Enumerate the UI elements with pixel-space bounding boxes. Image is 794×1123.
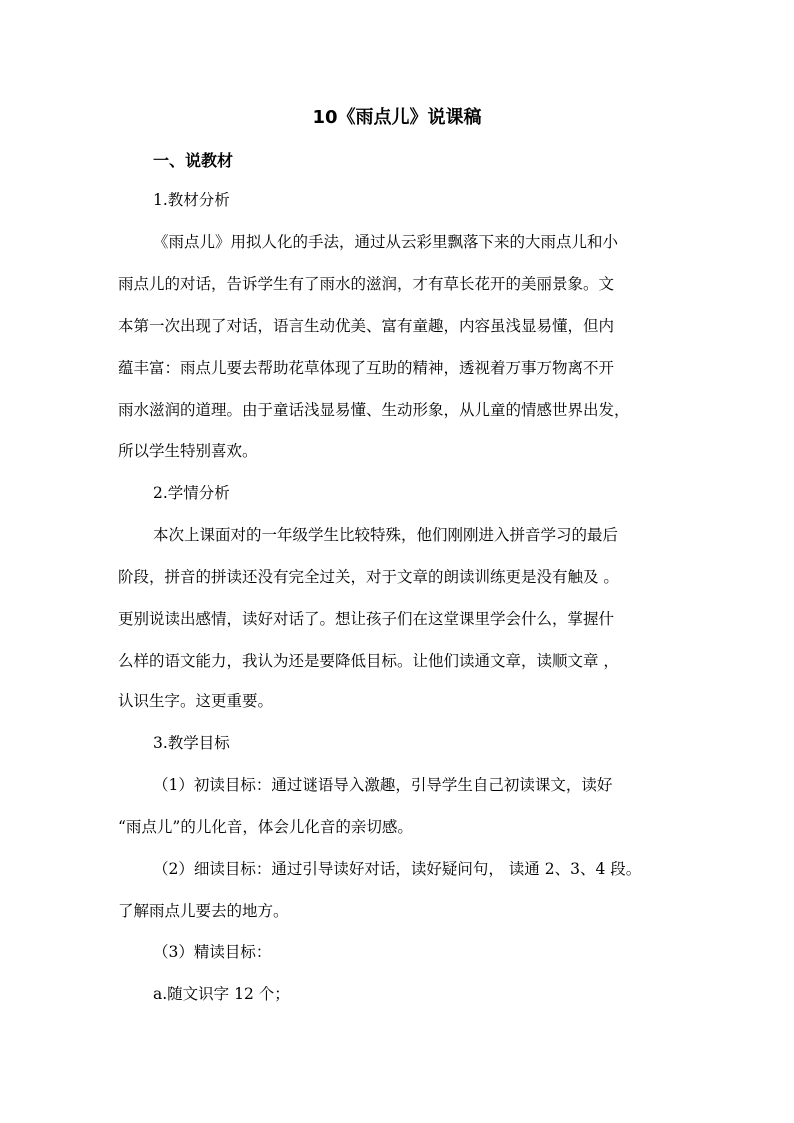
goal-line: （3）精读目标： xyxy=(153,943,272,961)
subheading-teaching-goals: 3.教学目标 xyxy=(153,734,230,752)
paragraph-line: 雨点儿的对话，告诉学生有了雨水的滋润，才有草长花开的美丽景象。文 xyxy=(118,275,615,293)
paragraph-line: 本第一次出现了对话，语言生动优美、富有童趣，内容虽浅显易懂，但内 xyxy=(118,317,615,335)
paragraph-line: 本次上课面对的一年级学生比较特殊，他们刚刚进入拼音学习的最后 xyxy=(153,526,619,544)
paragraph-line: 么样的语文能力，我认为还是要降低目标。让他们读通文章，读顺文章 ， xyxy=(118,652,619,670)
goal-line: （2）细读目标：通过引导读好对话，读好疑问句， 读通 2、3、4 段。 xyxy=(153,860,642,878)
goal-line: a.随文识字 12 个； xyxy=(153,985,290,1003)
paragraph-line: 雨水滋润的道理。由于童话浅显易懂、生动形象，从儿童的情感世界出发， xyxy=(118,401,630,419)
goal-line: 了解雨点儿要去的地方。 xyxy=(118,902,289,920)
goal-line: （1）初读目标：通过谜语导入激趣，引导学生自己初读课文，读好 xyxy=(153,776,613,794)
paragraph-line: 认识生字。这更重要。 xyxy=(118,692,274,710)
paragraph-line: 阶段，拼音的拼读还没有完全过关，对于文章的朗读训练更是没有触及 。 xyxy=(118,568,619,586)
document-title: 10《雨点儿》说课稿 xyxy=(312,107,482,128)
subheading-material-analysis: 1.教材分析 xyxy=(153,191,230,209)
paragraph-line: 更别说读出感情，读好对话了。想让孩子们在这堂课里学会什么，掌握什 xyxy=(118,610,615,628)
paragraph-line: 所以学生特别喜欢。 xyxy=(118,442,258,460)
paragraph-line: 蕴丰富：雨点儿要去帮助花草体现了互助的精神，透视着万事万物离不开 xyxy=(118,359,615,377)
paragraph-line: 《雨点儿》用拟人化的手法，通过从云彩里飘落下来的大雨点儿和小 xyxy=(153,233,619,251)
subheading-student-analysis: 2.学情分析 xyxy=(153,484,230,502)
section-heading-teaching-material: 一、说教材 xyxy=(153,151,234,170)
goal-line: “雨点儿”的儿化音，体会儿化音的亲切感。 xyxy=(118,818,413,836)
